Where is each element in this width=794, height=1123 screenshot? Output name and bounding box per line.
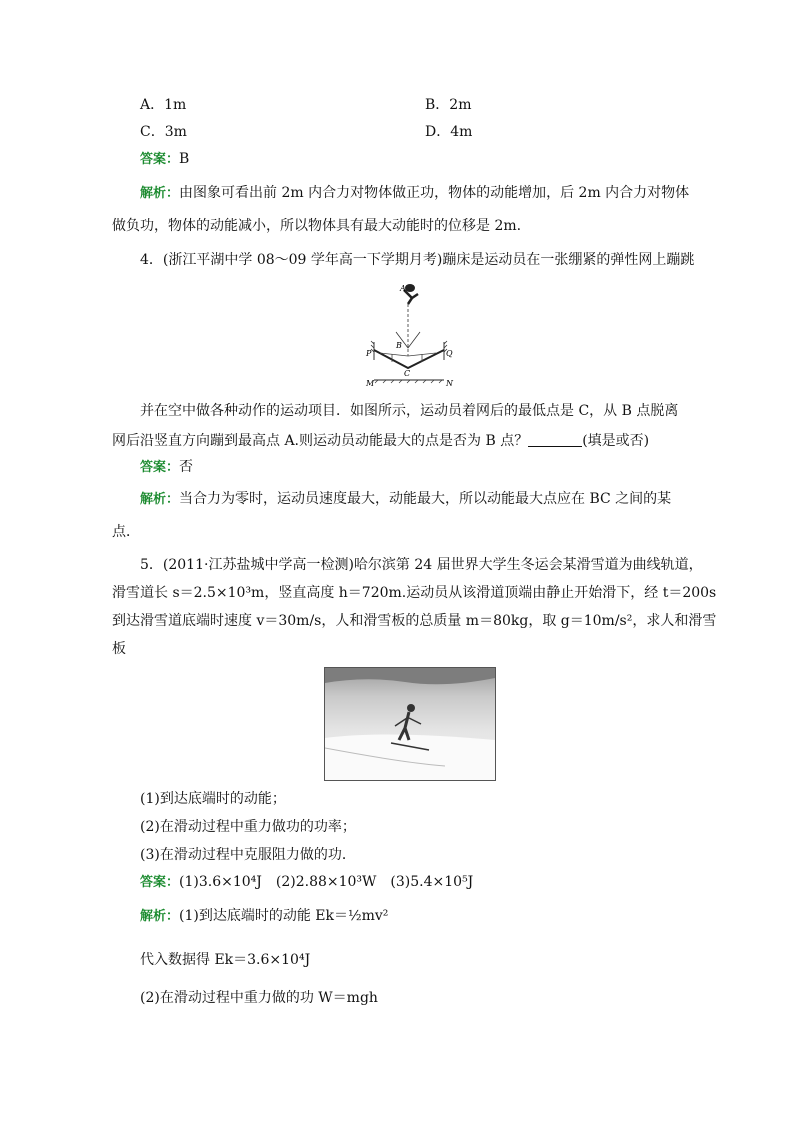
q5-sub2: (2)在滑动过程中重力做功的功率； <box>140 819 356 835</box>
answer-blank <box>528 432 582 447</box>
q5-answer <box>140 872 473 893</box>
answer-value: B <box>179 151 190 167</box>
option-b: B．2m <box>425 97 472 113</box>
answer-value: (1)3.6×10⁴J (2)2.88×10³W (3)5.4×10⁵J <box>179 874 474 890</box>
q5-sub1: (1)到达底端时的动能； <box>140 791 286 807</box>
option-c: C．3m <box>140 124 187 140</box>
answer-value: 否 <box>179 459 194 475</box>
label-c: C <box>404 369 411 378</box>
label-a: A <box>400 284 406 293</box>
analysis-text: 当合力为零时，运动员速度最大，动能最大，所以动能最大点应在 BC 之间的某 <box>179 491 672 507</box>
q3-analysis-line2: 做负功，物体的动能减小，所以物体具有最大动能时的位移是 2m. <box>112 218 522 234</box>
q4-body-line1: 并在空中做各种动作的运动项目．如图所示，运动员着网后的最低点是 C，从 B 点脱离 <box>140 403 679 419</box>
answer-label: 答案： <box>140 460 180 475</box>
label-m: M <box>366 379 375 388</box>
q5-analysis-line3: (2)在滑动过程中重力做的功 W＝mgh <box>140 990 378 1006</box>
analysis-label: 解析： <box>140 492 180 507</box>
q4-analysis-line2: 点． <box>112 524 140 540</box>
option-d: D．4m <box>425 124 473 140</box>
label-p: P <box>366 349 372 358</box>
q4-body-line2 <box>112 431 649 451</box>
q3-analysis-line1 <box>140 183 689 204</box>
q4-question: 网后沿竖直方向蹦到最高点 A.则运动员动能最大的点是否为 B 点？ <box>112 433 529 449</box>
q5-sub3: (3)在滑动过程中克服阻力做的功． <box>140 847 356 863</box>
q5-line4: 板 <box>112 641 126 657</box>
q5-analysis-line1 <box>140 906 388 927</box>
option-a: A．1m <box>140 97 187 113</box>
q5-line3: 到达滑雪道底端时速度 v＝30m/s，人和滑雪板的总质量 m＝80kg，取 g＝10m/s²，求人和滑雪 <box>112 613 717 629</box>
label-n: N <box>446 379 453 388</box>
analysis-text: (1)到达底端时的动能 Ek＝½mv² <box>179 908 389 924</box>
analysis-text: 由图象可看出前 2m 内合力对物体做正功，物体的动能增加，后 2m 内合力对物体 <box>179 185 690 201</box>
q4-title: 4．(浙江平湖中学 08～09 学年高一下学期月考)蹦床是运动员在一张绷紧的弹性网上蹦跳 <box>140 252 695 268</box>
q4-answer <box>140 457 193 478</box>
q4-analysis-line1 <box>140 489 671 510</box>
analysis-label: 解析： <box>140 186 180 201</box>
analysis-label: 解析： <box>140 909 180 924</box>
skier-photo <box>324 667 496 781</box>
label-b: B <box>396 341 402 350</box>
q4-hint: (填是或否) <box>582 433 650 449</box>
q5-line2: 滑雪道长 s＝2.5×10³m，竖直高度 h＝720m.运动员从该滑道顶端由静止开始滑下，经 t＝200s <box>112 585 717 601</box>
answer-label: 答案： <box>140 152 180 167</box>
answer-label: 答案： <box>140 875 180 890</box>
q5-title: 5．(2011·江苏盐城中学高一检测)哈尔滨第 24 届世界大学生冬运会某滑雪道为曲线轨道， <box>140 557 703 573</box>
trampoline-figure <box>360 276 465 391</box>
athlete-icon <box>404 284 418 304</box>
q3-answer <box>140 149 189 170</box>
q5-analysis-line2: 代入数据得 Ek＝3.6×10⁴J <box>140 952 311 968</box>
label-q: Q <box>446 349 453 358</box>
